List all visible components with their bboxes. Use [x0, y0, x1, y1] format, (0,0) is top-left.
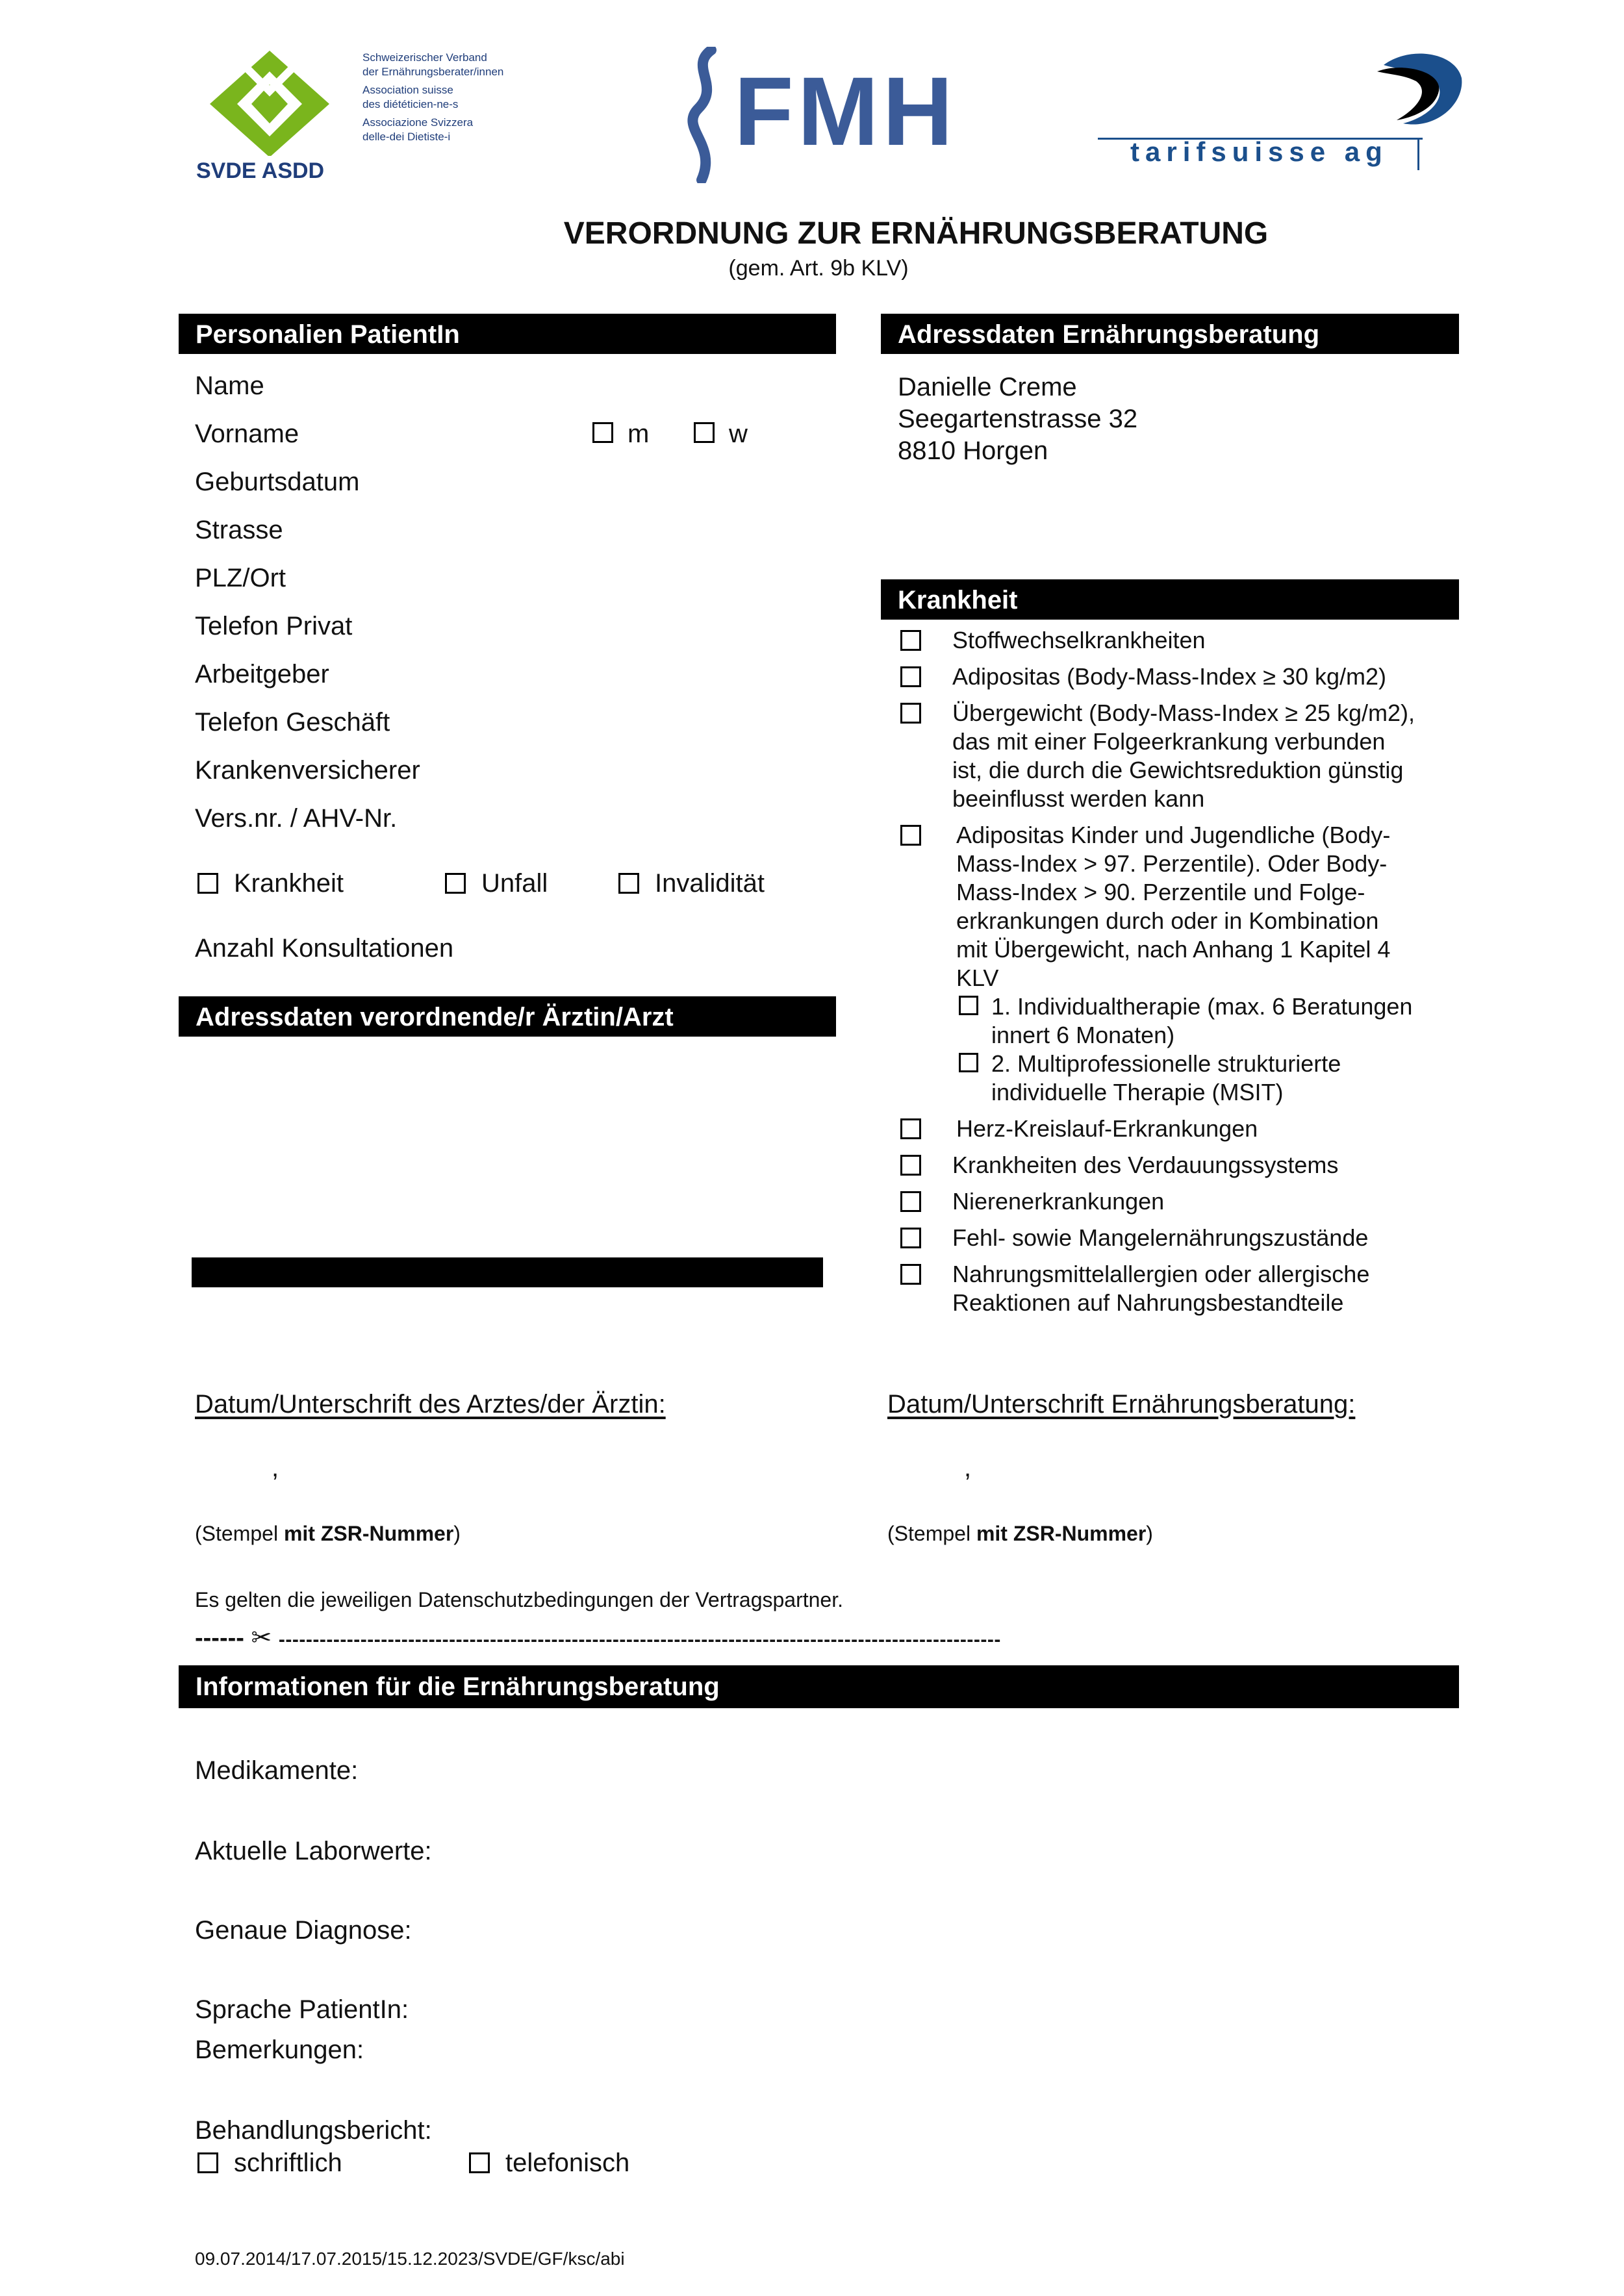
page-title: VERORDNUNG ZUR ERNÄHRUNGSBERATUNG — [563, 216, 1269, 251]
case-unfall-checkbox[interactable] — [445, 873, 466, 894]
info-field-behandlungsbericht: Behandlungsbericht: — [195, 2116, 432, 2145]
doctor-date-comma: , — [272, 1454, 279, 1482]
info-field-sprache: Sprache PatientIn: — [195, 1995, 409, 2024]
fmh-text: FMH — [734, 57, 957, 166]
counseling-city: 8810 Horgen — [898, 436, 1048, 465]
info-field-medikamente: Medikamente: — [195, 1756, 359, 1785]
disease-item-6: Krankheiten des Verdauungssystems — [952, 1152, 1339, 1178]
patient-field-name: Name — [195, 372, 264, 400]
fmh-staff-icon — [682, 47, 728, 183]
tarifsuisse-logo — [1098, 45, 1468, 182]
disease-item-8: Fehl- sowie Mangelernährungszustände — [952, 1224, 1369, 1251]
patient-header: Personalien PatientIn — [179, 314, 836, 354]
svde-logo — [188, 45, 526, 188]
patient-field-strasse: Strasse — [195, 516, 283, 544]
doctor-header: Adressdaten verordnende/r Ärztin/Arzt — [179, 996, 836, 1037]
info-field-laborwerte: Aktuelle Laborwerte: — [195, 1837, 432, 1865]
cut-line: ------ ✂ ---------------------------------------------------------------------------------------------------------- — [195, 1624, 1001, 1652]
counseling-date-comma: , — [964, 1454, 972, 1482]
subitem-2: 2. Multiprofessionelle strukturierte individuelle Therapie (MSIT) — [991, 1050, 1341, 1105]
patient-field-vorname: Vorname — [195, 420, 299, 448]
counseling-street: Seegartenstrasse 32 — [898, 405, 1138, 433]
tarifsuisse-wave-icon — [1371, 45, 1468, 136]
report-schriftlich-label: schriftlich — [234, 2149, 342, 2177]
case-krankheit-checkbox[interactable] — [197, 873, 218, 894]
report-schriftlich-checkbox[interactable] — [197, 2152, 218, 2173]
counseling-header: Adressdaten Ernährungsberatung — [881, 314, 1459, 354]
disease-item-1: Stoffwechselkrankheiten — [952, 627, 1206, 653]
disease-item-3: Übergewicht (Body-Mass-Index ≥ 25 kg/m2), das mit einer Folgeerkrankung verbunden ist, die durch die Gewichtsreduktion günstig beeinflusst werden kann — [952, 700, 1415, 812]
fmh-logo — [682, 47, 961, 183]
disease-item-4: Adipositas Kinder und Jugendliche (Body- Mass-Index > 97. Perzentile). Oder Body- Mass-Index > 90. Perzentile und Folge- erkrankungen durch oder in Kombination mit Übergewicht, nach Anhang 1 Kapitel 4 KLV — [956, 822, 1391, 991]
subitem-checkbox-2[interactable] — [959, 1053, 978, 1072]
report-telefonisch-label: telefonisch — [505, 2149, 630, 2177]
patient-field-telefon-privat: Telefon Privat — [195, 612, 353, 640]
gender-m-checkbox[interactable] — [592, 422, 613, 443]
counseling-signature-label: Datum/Unterschrift Ernährungsberatung: — [887, 1390, 1356, 1419]
disease-checkbox-4[interactable] — [900, 825, 921, 846]
report-telefonisch-checkbox[interactable] — [469, 2152, 490, 2173]
info-header: Informationen für die Ernährungsberatung — [179, 1665, 1459, 1708]
info-field-diagnose: Genaue Diagnose: — [195, 1916, 412, 1945]
patient-field-telefon-geschaeft: Telefon Geschäft — [195, 708, 390, 737]
subitem-checkbox-1[interactable] — [959, 996, 978, 1015]
doctor-stamp-note: (Stempel mit ZSR-Nummer) — [195, 1522, 461, 1545]
gender-w-checkbox[interactable] — [694, 422, 715, 443]
disease-checkbox-1[interactable] — [900, 630, 921, 651]
disease-header: Krankheit — [881, 579, 1459, 620]
counseling-name: Danielle Creme — [898, 373, 1077, 401]
gender-w-label: w — [729, 420, 748, 448]
disease-checkbox-7[interactable] — [900, 1191, 921, 1212]
info-field-bemerkungen: Bemerkungen: — [195, 2036, 364, 2064]
patient-field-versnr: Vers.nr. / AHV-Nr. — [195, 804, 398, 833]
counseling-address — [898, 372, 1137, 467]
disease-checkbox-8[interactable] — [900, 1228, 921, 1248]
tarifsuisse-text: tarifsuisse ag — [1130, 136, 1388, 167]
tarifsuisse-tick — [1417, 138, 1419, 170]
subitem-1: 1. Individualtherapie (max. 6 Beratungen innert 6 Monaten) — [991, 993, 1413, 1048]
disease-item-7: Nierenerkrankungen — [952, 1188, 1165, 1215]
patient-field-arbeitgeber: Arbeitgeber — [195, 660, 329, 688]
patient-field-geburtsdatum: Geburtsdatum — [195, 468, 360, 496]
footer-reference: 09.07.2014/17.07.2015/15.12.2023/SVDE/GF/ksc/abi — [195, 2249, 625, 2269]
privacy-note: Es gelten die jeweiligen Datenschutzbedingungen der Vertragspartner. — [195, 1588, 843, 1611]
case-krankheit-label: Krankheit — [234, 869, 344, 898]
disease-item-9: Nahrungsmittelallergien oder allergische Reaktionen auf Nahrungsbestandteile — [952, 1261, 1370, 1316]
consultations-label: Anzahl Konsultationen — [195, 934, 454, 963]
scissors-icon: ✂ — [251, 1624, 272, 1652]
svde-name: SVDE ASDD — [196, 158, 325, 183]
doctor-redaction-bar — [192, 1257, 823, 1287]
case-invaliditaet-label: Invalidität — [655, 869, 765, 898]
disease-item-5: Herz-Kreislauf-Erkrankungen — [956, 1115, 1258, 1142]
disease-checkbox-6[interactable] — [900, 1155, 921, 1176]
svde-text: Schweizerischer Verband der Ernährungsberater/innen Association suisse des diététicien-ne-s Associazione Svizzera delle-dei Dietiste-i — [362, 51, 504, 143]
page-subtitle: (gem. Art. 9b KLV) — [728, 256, 909, 281]
disease-checkbox-3[interactable] — [900, 703, 921, 724]
disease-item-2: Adipositas (Body-Mass-Index ≥ 30 kg/m2) — [952, 663, 1387, 690]
svde-mark-icon — [205, 45, 335, 156]
gender-m-label: m — [628, 420, 650, 448]
disease-checkbox-2[interactable] — [900, 666, 921, 687]
disease-checkbox-9[interactable] — [900, 1264, 921, 1285]
disease-checkbox-5[interactable] — [900, 1118, 921, 1139]
counseling-stamp-note: (Stempel mit ZSR-Nummer) — [887, 1522, 1153, 1545]
patient-field-krankenversicherer: Krankenversicherer — [195, 756, 420, 785]
case-unfall-label: Unfall — [481, 869, 548, 898]
patient-field-plz-ort: PLZ/Ort — [195, 564, 286, 592]
case-invaliditaet-checkbox[interactable] — [618, 873, 639, 894]
doctor-signature-label: Datum/Unterschrift des Arztes/der Ärztin: — [195, 1390, 666, 1419]
